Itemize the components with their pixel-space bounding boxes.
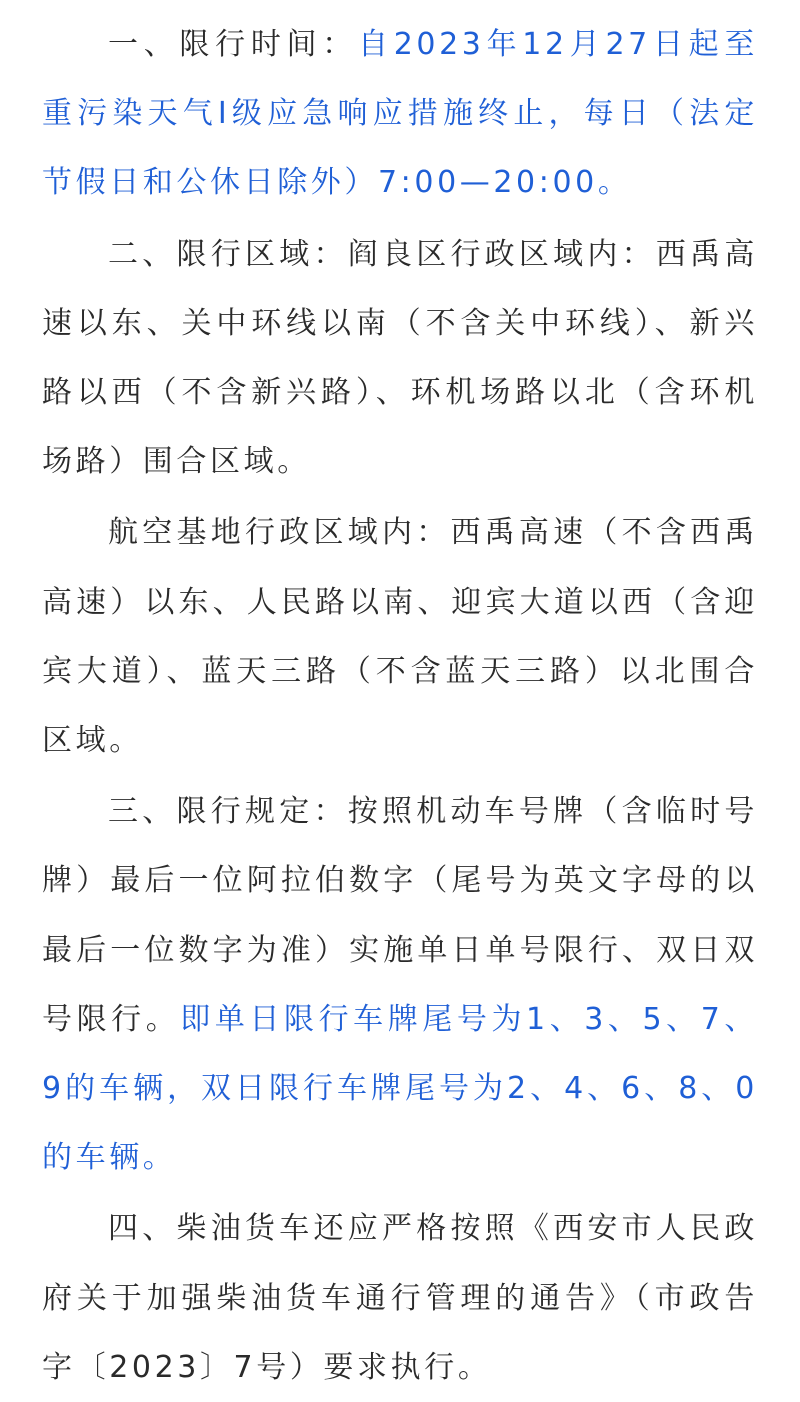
restriction-area-text: 二、限行区域：阎良区行政区域内：西禹高速以东、关中环线以南（不含关中环线）、新兴路以西（不含新兴路）、环机场路以北（含环机场路）围合区域。 (42, 236, 758, 480)
diesel-trucks-text: 四、柴油货车还应严格按照《西安市人民政府关于加强柴油货车通行管理的通告》（市政告字〔2023〕7号）要求执行。 (42, 1211, 758, 1385)
paragraph-aviation-base-area (42, 498, 758, 775)
aviation-base-area-text: 航空基地行政区域内：西禹高速（不含西禹高速）以东、人民路以南、迎宾大道以西（含迎宾大道）、蓝天三路（不含蓝天三路）以北围合区域。 (42, 515, 758, 759)
restriction-rules-highlight: 即单日限行车牌尾号为1、3、5、7、9的车辆，双日限行车牌尾号为2、4、6、8、0的车辆。 (42, 1001, 758, 1176)
paragraph-diesel-trucks (42, 1194, 758, 1402)
restriction-time-label: 一、限行时间： (108, 27, 358, 62)
paragraph-restriction-area (42, 220, 758, 497)
paragraph-restriction-rules (42, 777, 758, 1192)
restriction-time-highlight: 自2023年12月27日起至重污染天气I级应急响应措施终止，每日（法定节假日和公休日除外）7:00—20:00。 (42, 27, 758, 201)
restriction-rules-text: 三、限行规定：按照机动车号牌（含临时号牌）最后一位阿拉伯数字（尾号为英文字母的以最后一位数字为准）实施单日单号限行、双日双号限行。 (42, 794, 758, 1037)
paragraph-restriction-time (42, 10, 758, 218)
